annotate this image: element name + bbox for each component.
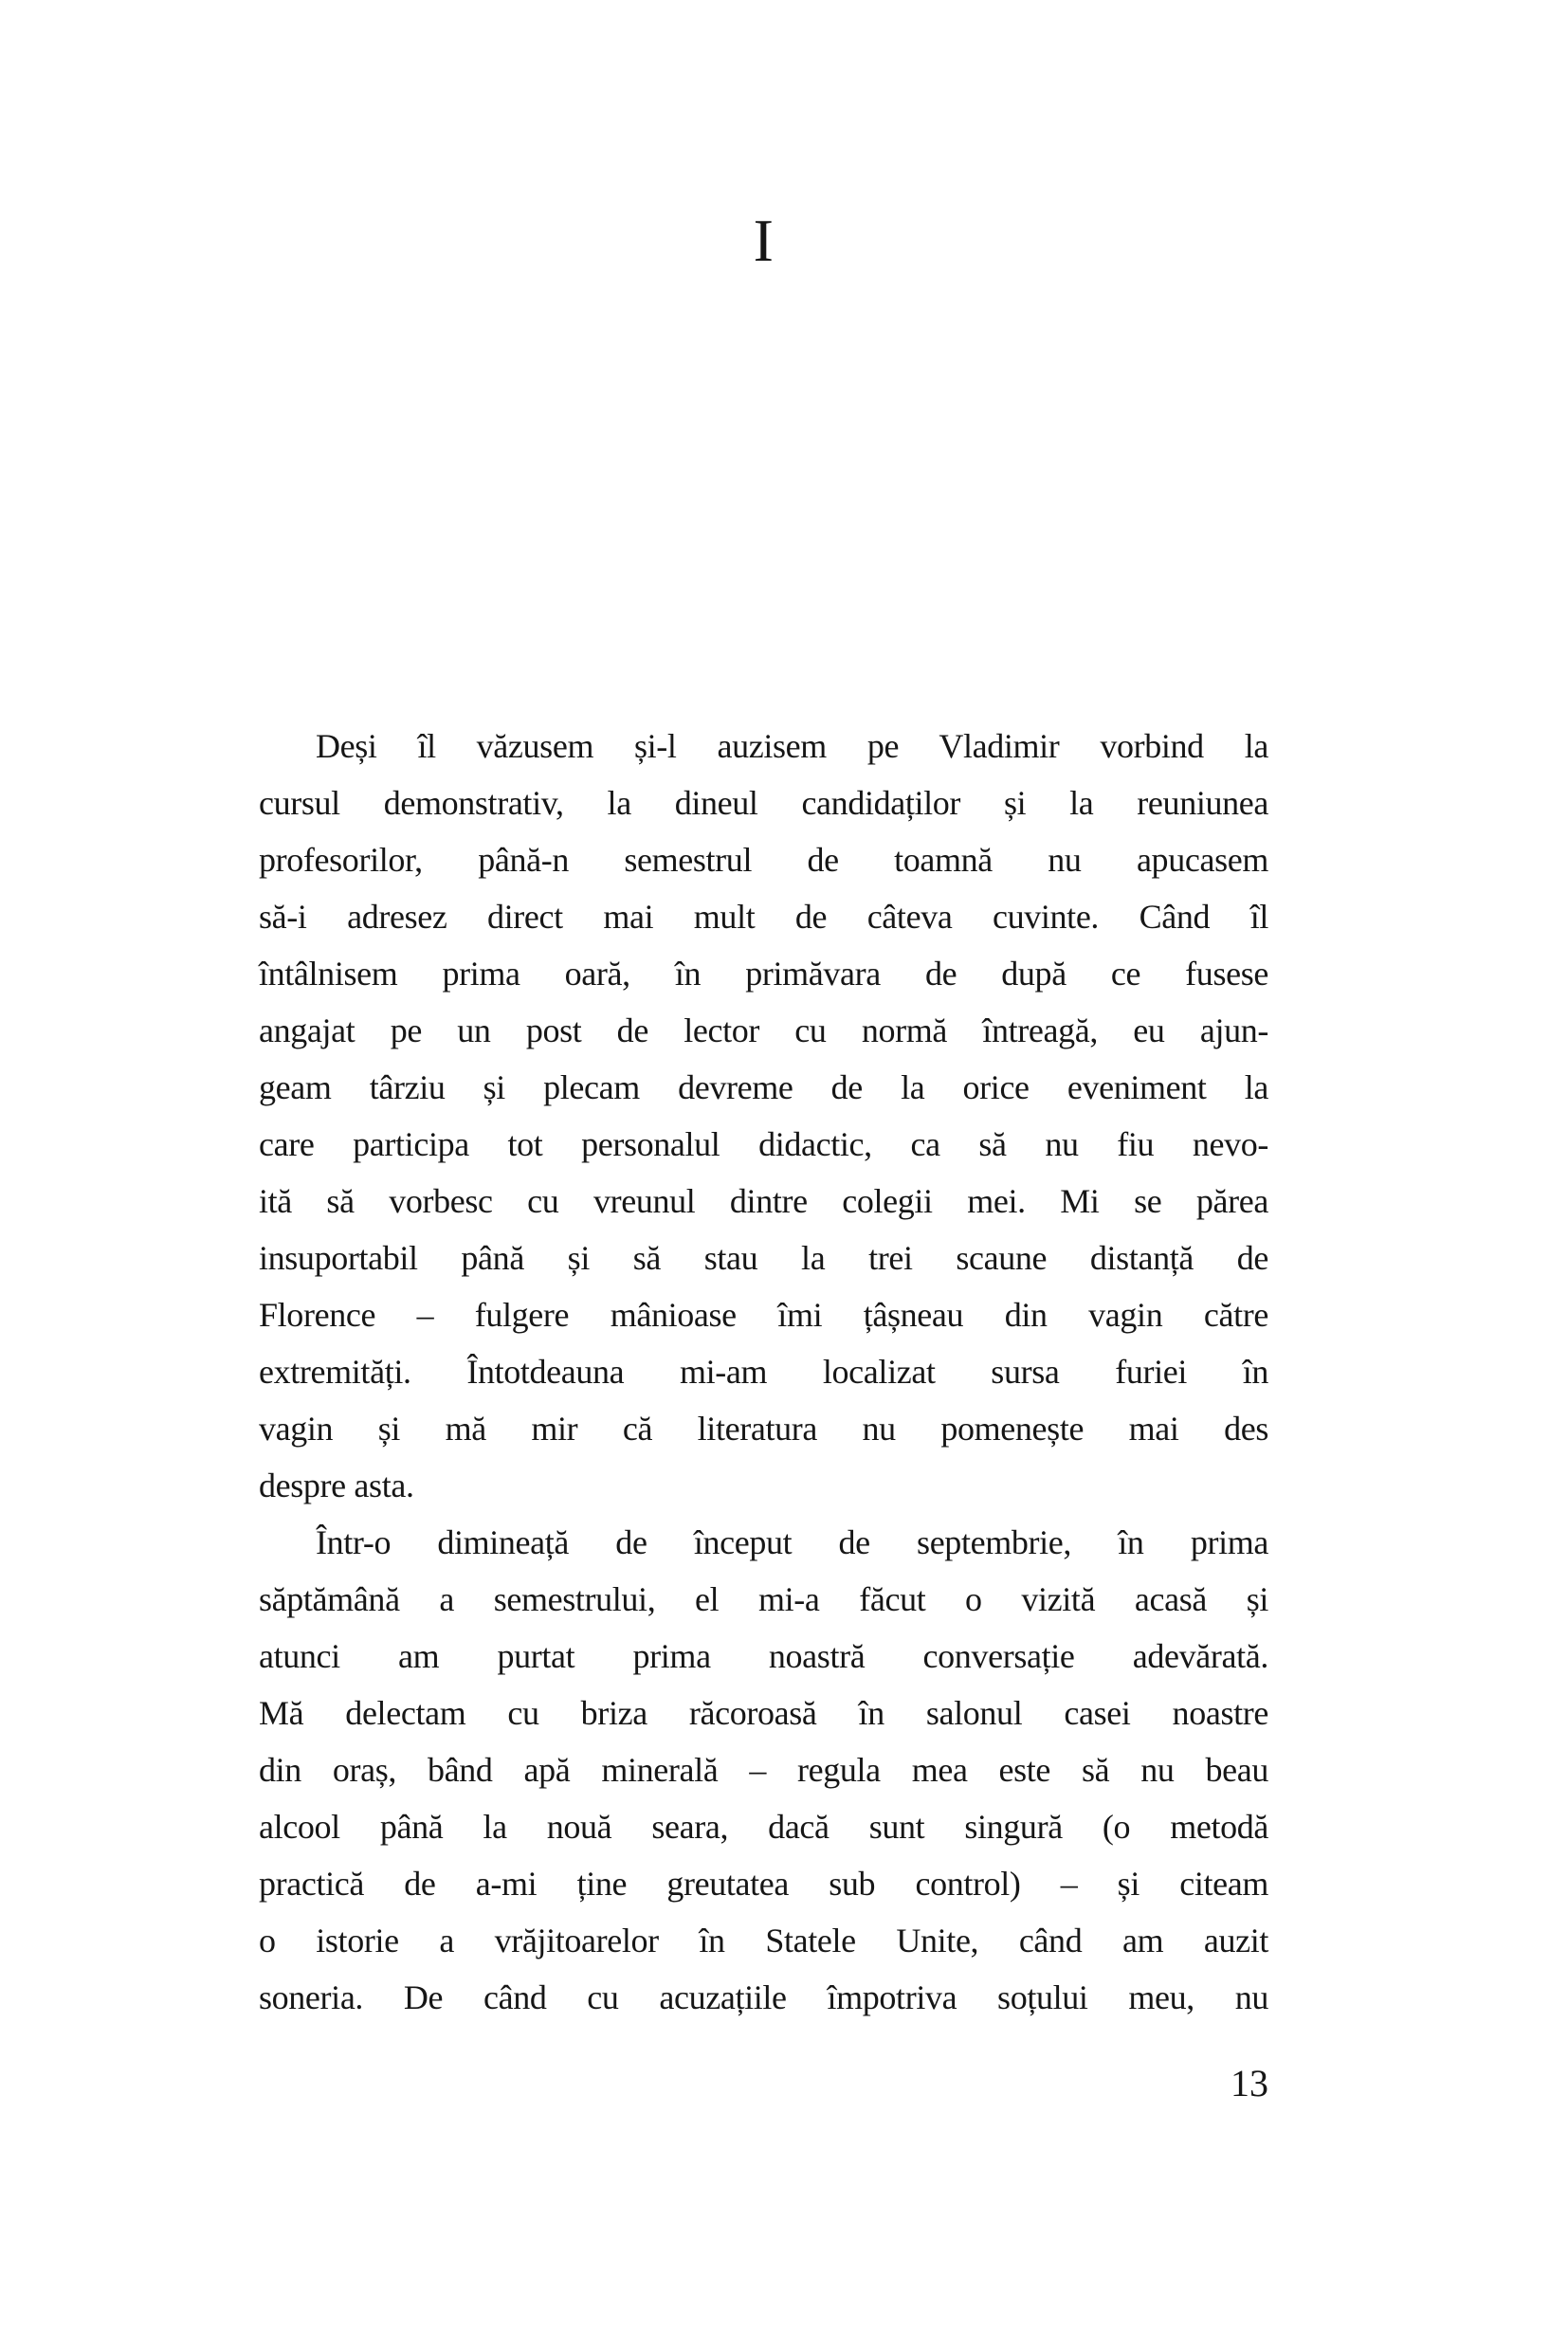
text-line: geam târziu și plecam devreme de la orice eveniment la [259, 1068, 1268, 1106]
text-line: cursul demonstrativ, la dineul candidaților și la reuniunea [259, 784, 1268, 822]
text-line: Într-o dimineață de început de septembrie, în prima [316, 1523, 1268, 1561]
text-line: întâlnisem prima oară, în primăvara de după ce fusese [259, 955, 1268, 993]
text-line: atunci am purtat prima noastră conversație adevărată. [259, 1637, 1268, 1675]
chapter-number: I [753, 207, 775, 274]
text-line: despre asta. [259, 1467, 414, 1504]
text-line: să-i adresez direct mai mult de câteva cuvinte. Când îl [259, 898, 1268, 936]
page-number: 13 [1231, 2062, 1268, 2105]
text-line: vagin și mă mir că literatura nu pomenește mai des [259, 1410, 1268, 1448]
text-line: angajat pe un post de lector cu normă întreagă, eu ajun- [259, 1011, 1268, 1049]
text-line: soneria. De când cu acuzațiile împotriva soțului meu, nu [259, 1978, 1268, 2016]
text-line: din oraș, bând apă minerală – regula mea este să nu beau [259, 1751, 1268, 1789]
paragraph [259, 1514, 1268, 2026]
text-line: Deși îl văzusem și-l auzisem pe Vladimir vorbind la [316, 727, 1268, 765]
text-line: Mă delectam cu briza răcoroasă în salonul casei noastre [259, 1694, 1268, 1732]
text-line: Florence – fulgere mânioase îmi țâșneau din vagin către [259, 1296, 1268, 1334]
text-line: care participa tot personalul didactic, ca să nu fiu nevo- [259, 1125, 1268, 1163]
text-line: insuportabil până și să stau la trei scaune distanță de [259, 1239, 1268, 1277]
text-line: alcool până la nouă seara, dacă sunt singură (o metodă [259, 1808, 1268, 1846]
text-line: ită să vorbesc cu vreunul dintre colegii mei. Mi se părea [259, 1182, 1268, 1220]
text-line: săptămână a semestrului, el mi-a făcut o vizită acasă și [259, 1580, 1268, 1618]
text-line: o istorie a vrăjitoarelor în Statele Unite, când am auzit [259, 1922, 1268, 1959]
text-line: extremități. Întotdeauna mi-am localizat sursa furiei în [259, 1353, 1268, 1391]
paragraph [259, 718, 1268, 1514]
text-line: practică de a-mi ține greutatea sub control) – și citeam [259, 1865, 1268, 1903]
body-text [259, 718, 1268, 2026]
text-line: profesorilor, până-n semestrul de toamnă nu apucasem [259, 841, 1268, 879]
